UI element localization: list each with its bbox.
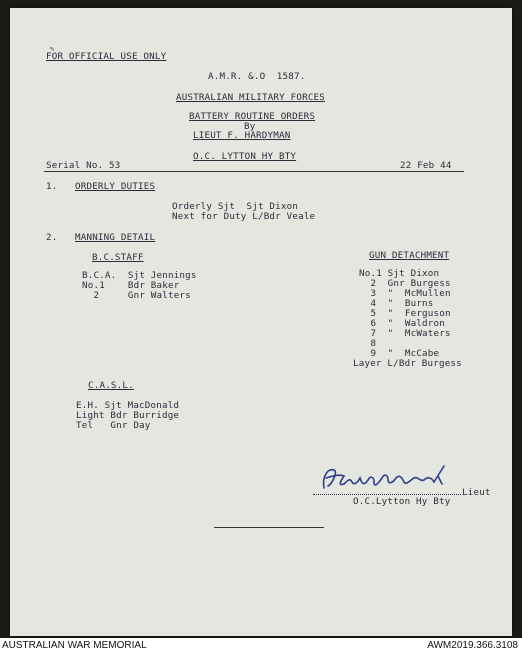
gun-detachment-line: No.1 Sjt Dixon (359, 268, 440, 279)
closing-rule (214, 527, 324, 528)
layer-line: Layer L/Bdr Burgess (353, 358, 462, 369)
gun-detachment-title: GUN DETACHMENT (369, 250, 450, 261)
archive-reference: AWM2019.366.3108 (427, 640, 518, 651)
archive-credit: AUSTRALIAN WAR MEMORIAL (2, 640, 147, 651)
bc-staff-line: 2 Gnr Walters (82, 290, 191, 301)
gun-detachment-line: 2 Gnr Burgess (359, 278, 451, 289)
gun-detachment-line: 6 " Waldron (359, 318, 445, 329)
official-use-label: FOR OFFICIAL USE ONLY (46, 51, 167, 62)
next-duty-line: Next for Duty L/Bdr Veale (172, 211, 316, 222)
section-2-title: MANNING DETAIL (75, 232, 156, 243)
bc-staff-line: B.C.A. Sjt Jennings (82, 270, 197, 281)
ink-mark: ✎ (50, 45, 55, 53)
gun-detachment-line: 9 " McCabe (359, 348, 440, 359)
officer-name: LIEUT F. HARDYMAN (193, 130, 291, 141)
orderly-line: Orderly Sjt Sjt Dixon (172, 201, 299, 212)
gun-detachment-line: 8 (359, 338, 377, 349)
section-2-number: 2. (46, 232, 58, 243)
by-label: By (244, 121, 256, 132)
section-1-number: 1. (46, 181, 58, 192)
orders-heading: BATTERY ROUTINE ORDERS (189, 111, 316, 122)
signature-rank: Lieut (462, 487, 491, 498)
casl-line: Light Bdr Burridge (76, 410, 180, 421)
signature-unit: O.C.Lytton Hy Bty (353, 496, 451, 507)
signature-handwritten (318, 462, 468, 494)
bc-staff-title: B.C.STAFF (92, 252, 144, 263)
forces-heading: AUSTRALIAN MILITARY FORCES (176, 92, 326, 103)
casl-line: E.H. Sjt MacDonald (76, 400, 180, 411)
casl-line: Tel Gnr Day (76, 420, 151, 431)
order-date: 22 Feb 44 (400, 160, 452, 171)
bc-staff-line: No.1 Bdr Baker (82, 280, 180, 291)
amr-reference: A.M.R. &.O 1587. (208, 71, 306, 82)
gun-detachment-line: 4 " Burns (359, 298, 434, 309)
gun-detachment-line: 3 " McMullen (359, 288, 451, 299)
header-rule (44, 171, 464, 172)
serial-number: Serial No. 53 (46, 160, 121, 171)
gun-detachment-line: 5 " Ferguson (359, 308, 451, 319)
casl-title: C.A.S.L. (88, 380, 134, 391)
unit-heading: O.C. LYTTON HY BTY (193, 151, 297, 162)
signature-dotted-line (313, 494, 461, 495)
section-1-title: ORDERLY DUTIES (75, 181, 156, 192)
gun-detachment-line: 7 " McWaters (359, 328, 451, 339)
